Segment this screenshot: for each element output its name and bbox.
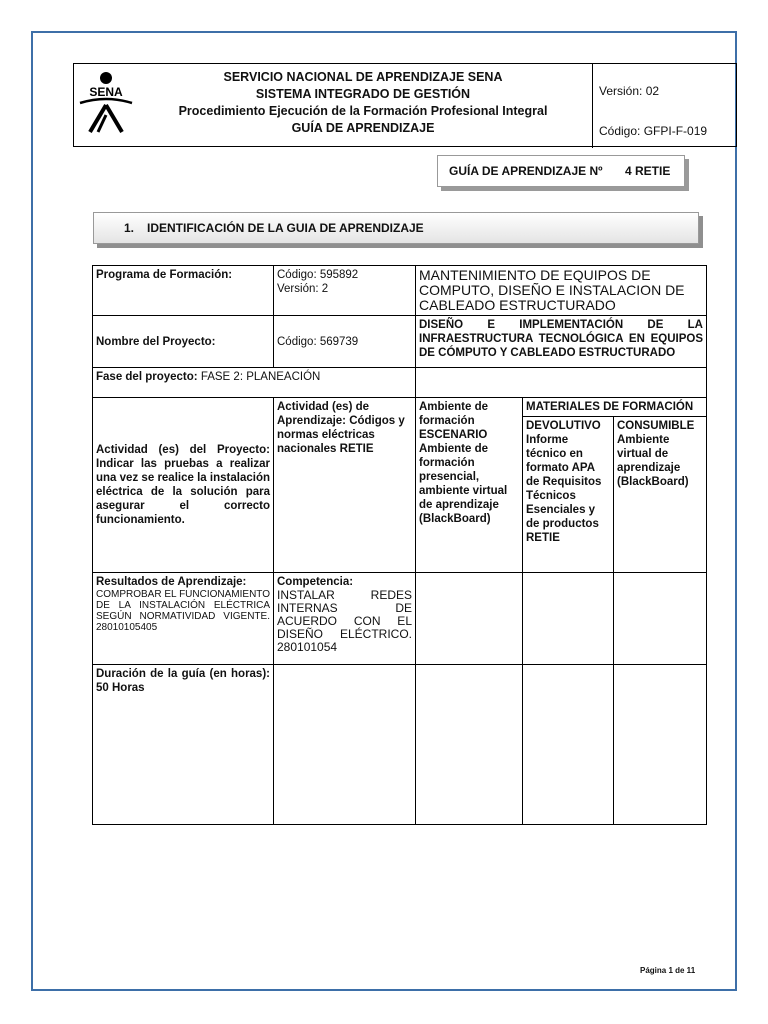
proyecto-label: Nombre del Proyecto: [93, 316, 274, 368]
guide-number-value: 4 RETIE [625, 164, 671, 178]
proyecto-codigo: Código: 569739 [274, 316, 416, 368]
proyecto-nombre: DISEÑO E IMPLEMENTACIÓN DE LA INFRAESTRUCTURA TECNOLÓGICA EN EQUIPOS DE CÓMPUTO Y CABLEADO ESTRUCTURADO [416, 316, 707, 368]
empty-cell [614, 665, 707, 825]
header-version: Versión: 02 [599, 84, 660, 98]
consumible-label: CONSUMIBLE [617, 420, 695, 432]
table-row [93, 398, 707, 417]
empty-cell [274, 665, 416, 825]
table-row [93, 266, 707, 316]
fase-value: FASE 2: PLANEACIÓN [200, 371, 321, 383]
table-row [93, 368, 707, 398]
guide-number-label: GUÍA DE APRENDIZAJE Nº [449, 164, 603, 178]
programa-codigo: Código: 595892 [277, 269, 359, 281]
devolutivo-text: Informe técnico en formato APA de Requisitos Técnicos Esenciales y de productos RETIE [526, 434, 602, 544]
programa-codes [274, 266, 416, 316]
header-line3: Procedimiento Ejecución de la Formación Profesional Integral [178, 104, 548, 118]
competencia-label: Competencia: [277, 576, 354, 588]
resultados-text: COMPROBAR EL FUNCIONAMIENTO DE LA INSTALACIÓN ELÉCTRICA SEGÚN NORMATIVIDAD VIGENTE. 28010105405 [96, 589, 270, 633]
fase-label: Fase del proyecto: [96, 371, 198, 383]
empty-cell [523, 665, 614, 825]
table-row [93, 665, 707, 825]
fase-cell [93, 368, 416, 398]
header-meta [593, 64, 738, 148]
devolutivo-cell [523, 417, 614, 573]
section-heading [93, 212, 699, 244]
empty-cell [416, 665, 523, 825]
page-number: Página 1 de 11 [640, 966, 696, 975]
competencia-text: INSTALAR REDES INTERNAS DE ACUERDO CON EL DISEÑO ELÉCTRICO. 280101054 [277, 588, 412, 654]
programa-label: Programa de Formación: [93, 266, 274, 316]
header-line2: SISTEMA INTEGRADO DE GESTIÓN [255, 87, 471, 101]
svg-text:SENA: SENA [89, 85, 123, 99]
programa-nombre: MANTENIMIENTO DE EQUIPOS DE COMPUTO, DISEÑO E INSTALACION DE CABLEADO ESTRUCTURADO [416, 266, 707, 316]
materiales-header: MATERIALES DE FORMACIÓN [523, 398, 707, 417]
header-line4: GUÍA DE APRENDIZAJE [291, 121, 435, 135]
fase-empty [416, 368, 707, 398]
actividad-proyecto: Actividad (es) del Proyecto: Indicar las pruebas a realizar una vez se realice la instalación eléctrica de la solución para asegurar el correcto funcionamiento. [93, 398, 274, 573]
empty-cell [416, 573, 523, 665]
actividad-aprendizaje: Actividad (es) de Aprendizaje: Códigos y normas eléctricas nacionales RETIE [274, 398, 416, 573]
header-titles [134, 69, 592, 137]
table-row [93, 316, 707, 368]
resultados-label: Resultados de Aprendizaje: [96, 576, 247, 588]
duracion-guia: Duración de la guía (en horas): 50 Horas [93, 665, 274, 825]
consumible-cell [614, 417, 707, 573]
ambiente-formacion: Ambiente de formación ESCENARIO Ambiente de formación presencial, ambiente virtual de aprendizaje (BlackBoard) [416, 398, 523, 573]
guide-number-box [437, 155, 685, 187]
competencia-cell [274, 573, 416, 665]
document-header [73, 63, 737, 147]
empty-cell [523, 573, 614, 665]
header-line1: SERVICIO NACIONAL DE APRENDIZAJE SENA [223, 70, 503, 84]
section-number: 1. [124, 221, 135, 235]
sena-logo [76, 68, 136, 140]
table-row [93, 573, 707, 665]
devolutivo-label: DEVOLUTIVO [526, 420, 601, 432]
resultados-cell [93, 573, 274, 665]
consumible-text: Ambiente virtual de aprendizaje (BlackBoard) [617, 434, 689, 488]
header-code: Código: GFPI-F-019 [599, 124, 708, 138]
programa-version: Versión: 2 [277, 283, 329, 295]
section-title: IDENTIFICACIÓN DE LA GUIA DE APRENDIZAJE [147, 221, 424, 235]
identification-table [92, 265, 707, 825]
empty-cell [614, 573, 707, 665]
